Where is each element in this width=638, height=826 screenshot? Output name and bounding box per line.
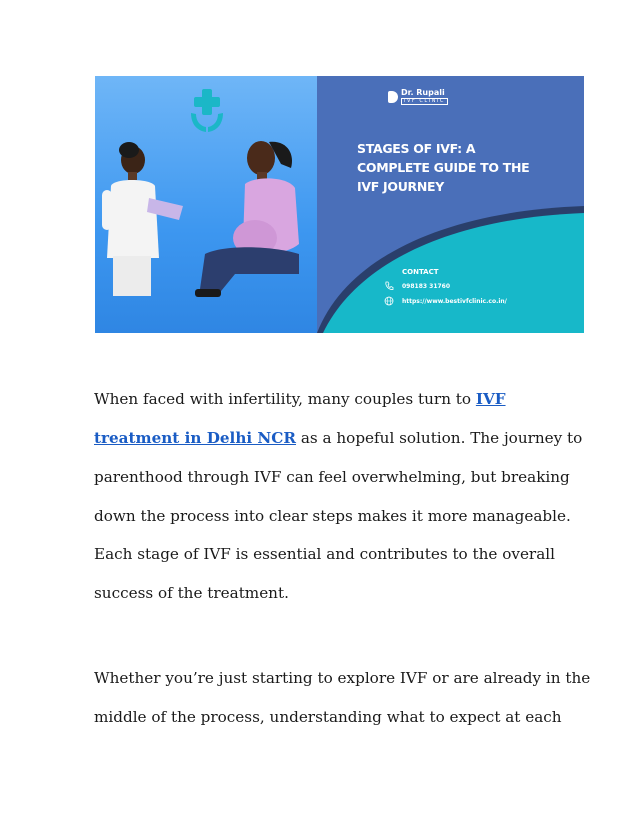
clinic-logo [388, 88, 450, 106]
banner-title-line: IVF JOURNEY [357, 179, 445, 194]
paragraph-line: Whether you’re just starting to explore IVF or are already in the [94, 669, 591, 687]
article-banner [95, 76, 584, 333]
medical-cross-hands-icon [188, 87, 226, 135]
contact-phone-row [384, 281, 574, 291]
contact-heading: CONTACT [402, 268, 439, 276]
paragraph-line: When faced with infertility, many couples turn to IVF [94, 390, 506, 408]
contact-block [384, 268, 574, 306]
logo-name: Dr. Rupali [401, 88, 445, 97]
paragraph-line: success of the treatment. [94, 584, 289, 602]
contact-website-row [384, 296, 574, 306]
ivf-treatment-link[interactable]: treatment in Delhi NCR [94, 429, 297, 447]
paragraph-line: parenthood through IVF can feel overwhelming, but breaking [94, 468, 570, 486]
ivf-treatment-link[interactable]: IVF [475, 390, 506, 408]
contact-phone: 098183 31760 [402, 282, 451, 290]
doctor-figure [99, 138, 185, 298]
logo-mark-icon [388, 91, 398, 103]
globe-icon [384, 296, 394, 306]
paragraph-line: treatment in Delhi NCR as a hopeful solution. The journey to [94, 429, 583, 447]
banner-title-line: COMPLETE GUIDE TO THE [357, 160, 530, 175]
phone-icon [384, 281, 394, 291]
banner-title [357, 139, 567, 196]
contact-website: https://www.bestivfclinic.co.in/ [402, 297, 507, 305]
paragraph-line: Each stage of IVF is essential and contributes to the overall [94, 545, 555, 563]
paragraph-line: down the process into clear steps makes it more manageable. [94, 507, 571, 525]
logo-subtitle: IVF CLINIC [401, 98, 448, 105]
paragraph-line: middle of the process, understanding what to expect at each [94, 708, 562, 726]
banner-title-line: STAGES OF IVF: A [357, 141, 476, 156]
patient-figure [195, 134, 307, 299]
